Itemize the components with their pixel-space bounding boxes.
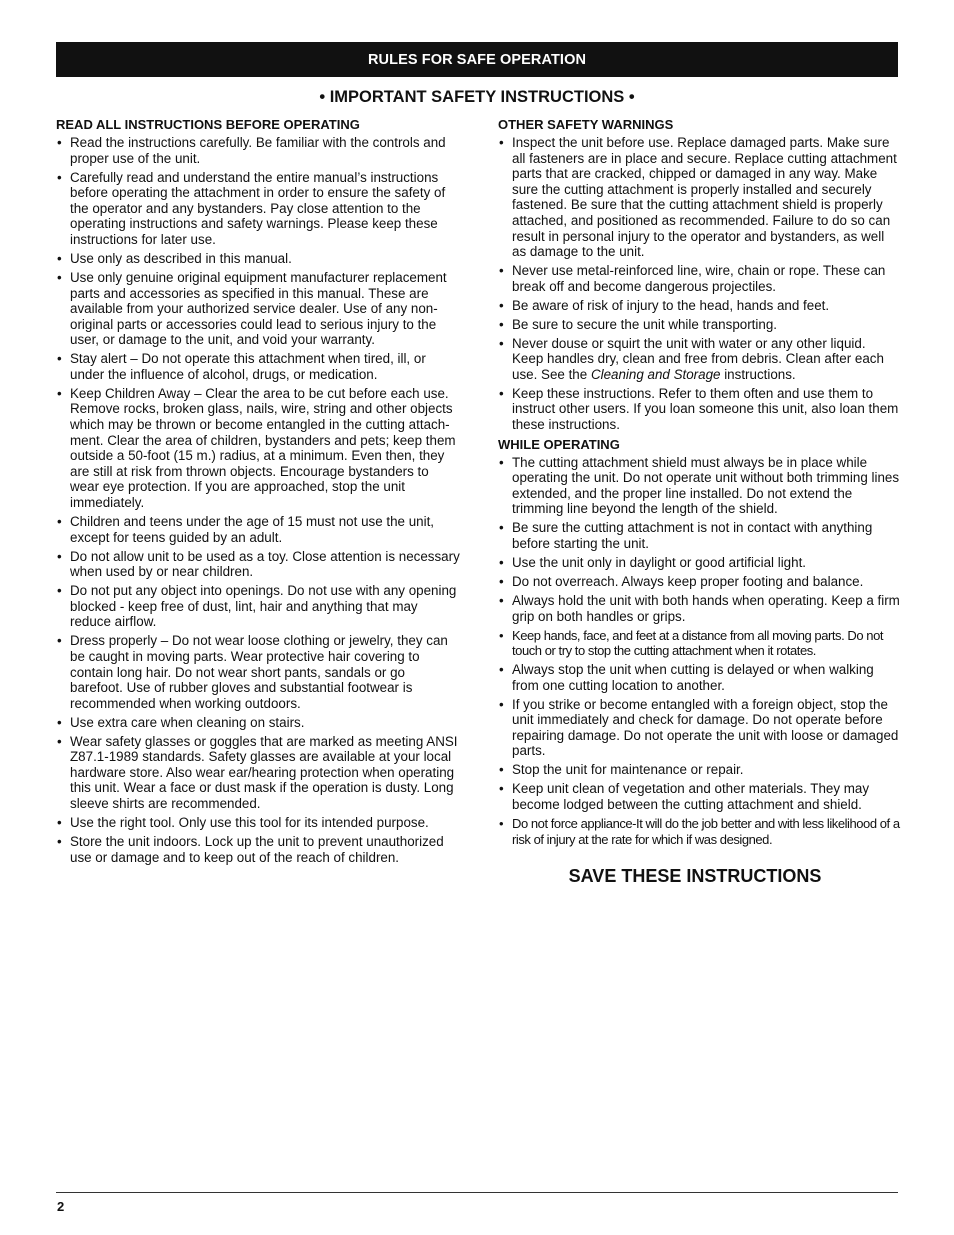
list-item: • Wear safety glasses or goggles that are marked as meeting ANSI Z87.1-1989 standards. Safety glasses are available at your local hardware store. Also wear ear/hearing protection when operating this unit. Wear a face or dust mask if the operation is dusty. Long sleeve shirts are recommended.: [56, 734, 460, 812]
douse-text-tail: instructions.: [720, 366, 796, 382]
list-item: • Read the instructions carefully. Be familiar with the controls and proper use of the unit.: [56, 135, 460, 166]
list-item: • Be sure the cutting attachment is not in contact with anything before starting the unit.: [498, 520, 900, 551]
list-item: • Carefully read and understand the entire manual’s instructions before operating the attachment in order to ensure the safety of the operator and any bystanders. Pay close attention to the operating instructions and safety warnings. Please keep these instructions for later use.: [56, 170, 460, 248]
list-item: • Children and teens under the age of 15 must not use the unit, except for teens guided by an adult.: [56, 514, 460, 545]
section-header-bar: [56, 42, 898, 77]
list-item: • Do not put any object into openings. Do not use with any opening blocked - keep free of dust, lint, hair and anything that may reduce airflow.: [56, 583, 460, 630]
list-item: • Keep these instructions. Refer to them often and use them to instruct other users. If you loan someone this unit, also loan them these instructions.: [498, 386, 900, 433]
list-item: • Use only genuine original equipment manufacturer replacement parts and accessories as specified in this manual. These are available from your authorized service dealer. Use of any non-original parts or accessories could lead to serious injury to the user, or damage to the unit, and void your warranty.: [56, 270, 460, 348]
save-instructions-heading: SAVE THESE INSTRUCTIONS: [568, 866, 822, 887]
list-item: • If you strike or become entangled with a foreign object, stop the unit immediately and check for damage. Do not operate before repairing damage. Do not operate the unit with loose or damaged parts.: [498, 697, 900, 759]
list-item: • Keep Children Away – Clear the area to be cut before each use. Remove rocks, broken glass, nails, wire, string and other objects which may be thrown or become entangled in the cutting attach-ment. Clear the area of children, bystanders and pets; keep them outside a 50-foot (15 m.) radius, at a minimum. Even then, they are still at risk from thrown objects. Encourage bystanders to wear eye protection. If you are approached, stop the unit immediately.: [56, 386, 460, 511]
list-item: • Be aware of risk of injury to the head, hands and feet.: [498, 298, 900, 314]
list-item: [498, 336, 900, 383]
main-heading: • IMPORTANT SAFETY INSTRUCTIONS •: [319, 88, 635, 106]
section-header-title: RULES FOR SAFE OPERATION: [367, 51, 587, 68]
douse-text: Never douse or squirt the unit with water or any other liquid. Keep handles dry, clean and free from debris. Clean after each use. See the: [512, 335, 884, 382]
list-item: • Use extra care when cleaning on stairs.: [56, 715, 460, 731]
other-safety-warnings-heading: OTHER SAFETY WARNINGS: [498, 117, 674, 132]
read-all-instructions-list: [56, 135, 460, 865]
list-item: • Do not force appliance-It will do the job better and with less likelihood of a risk of injury at the rate for which if was designed.: [498, 816, 900, 847]
list-item: • Be sure to secure the unit while transporting.: [498, 317, 900, 333]
while-operating-list: [498, 455, 900, 848]
list-item: • Use the right tool. Only use this tool for its intended purpose.: [56, 815, 460, 831]
right-column: [498, 117, 900, 885]
while-operating-heading: WHILE OPERATING: [498, 436, 620, 452]
other-safety-warnings-list: [498, 135, 900, 433]
list-item: • Always stop the unit when cutting is delayed or when walking from one cutting location to another.: [498, 662, 900, 693]
list-item: • Store the unit indoors. Lock up the unit to prevent unauthorized use or damage and to keep out of the reach of children.: [56, 834, 460, 865]
cleaning-storage-reference: Cleaning and Storage: [590, 366, 721, 382]
list-item: • Never use metal-reinforced line, wire, chain or rope. These can break off and become dangerous projectiles.: [498, 263, 900, 294]
list-item: • The cutting attachment shield must always be in place while operating the unit. Do not operate unit without both trimming lines extended, and the proper line installed. Do not extend the trimming line beyond the length of the shield.: [498, 455, 900, 517]
list-item: • Use the unit only in daylight or good artificial light.: [498, 555, 900, 571]
left-column: [56, 117, 460, 869]
list-item: • Stop the unit for maintenance or repair.: [498, 762, 900, 778]
footer-divider: [56, 1192, 898, 1193]
list-item: • Always hold the unit with both hands when operating. Keep a firm grip on both handles or grips.: [498, 593, 900, 624]
list-item: • Keep unit clean of vegetation and other materials. They may become lodged between the cutting attachment and shield.: [498, 781, 900, 812]
list-item: • Use only as described in this manual.: [56, 251, 460, 267]
list-item: • Dress properly – Do not wear loose clothing or jewelry, they can be caught in moving parts. Wear protective hair covering to contain long hair. Do not wear short pants, sandals or go barefoot. Use of rubber gloves and substantial footwear is recommended when working outdoors.: [56, 633, 460, 711]
list-item: • Do not overreach. Always keep proper footing and balance.: [498, 574, 900, 590]
list-item: • Inspect the unit before use. Replace damaged parts. Make sure all fasteners are in place and secure. Replace cutting attachment parts that are cracked, chipped or damaged in any way. Make sure the cutting attachment is properly installed and securely fastened. Be sure that the cutting attachment shield is properly attached, and positioned as recommended. Failure to do so can result in personal injury to the operator and bystanders, as well as damage to the unit.: [498, 135, 900, 260]
list-item: • Do not allow unit to be used as a toy. Close attention is necessary when used by or near children.: [56, 549, 460, 580]
read-all-instructions-heading: READ ALL INSTRUCTIONS BEFORE OPERATING: [56, 117, 360, 132]
list-item: • Stay alert – Do not operate this attachment when tired, ill, or under the influence of alcohol, drugs, or medication.: [56, 351, 460, 382]
list-item: • Keep hands, face, and feet at a distance from all moving parts. Do not touch or try to stop the cutting attachment when it rotates.: [498, 628, 900, 659]
page-number: 2: [57, 1199, 65, 1214]
